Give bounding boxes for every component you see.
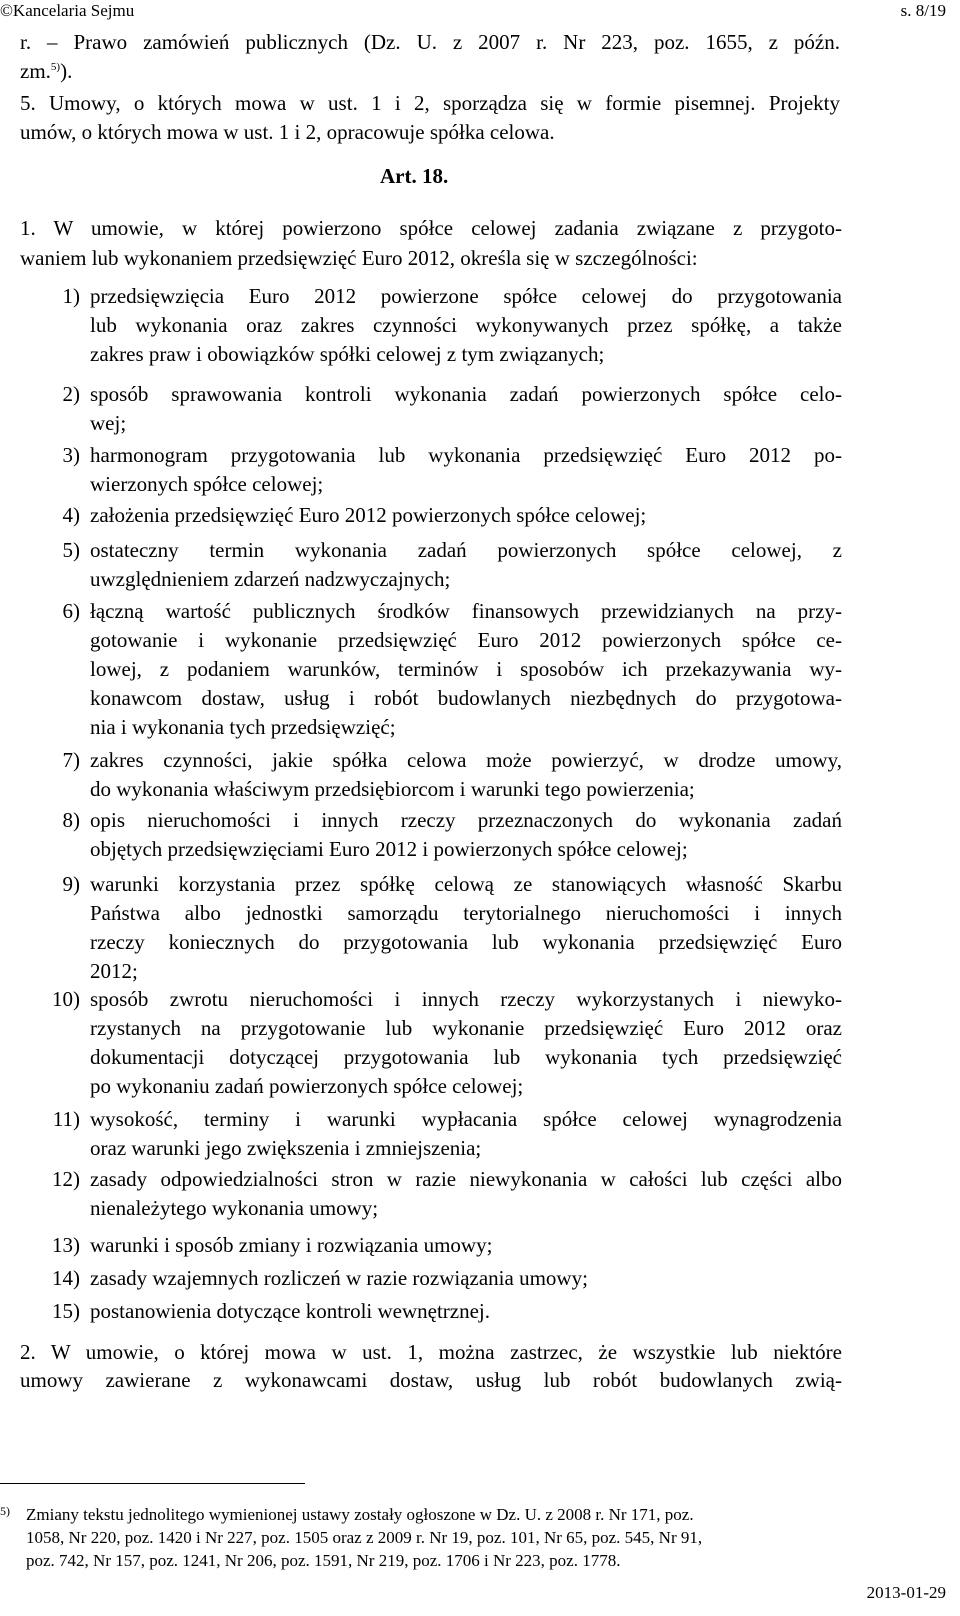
list-item-line: sposób zwrotu nieruchomości i innych rzeczy wykorzystanych i niewyko- — [90, 987, 842, 1011]
list-item-line: nienależytego wykonania umowy; — [90, 1196, 379, 1220]
intro-line-2 — [20, 57, 72, 86]
paragraph-2-line-2: umowy zawierane z wykonawcami dostaw, usług lub robót budowlanych zwią- — [20, 1368, 842, 1392]
paragraph-2-line-1: 2. W umowie, o której mowa w ust. 1, można zastrzec, że wszystkie lub niektóre — [20, 1340, 842, 1364]
list-item-number: 6) — [62, 599, 80, 623]
footnote-line-1: Zmiany tekstu jednolitego wymienionej ustawy zostały ogłoszone w Dz. U. z 2008 r. Nr 171, poz. — [26, 1505, 694, 1524]
list-item-number: 5) — [62, 538, 80, 562]
item5-line-2: umów, o których mowa w ust. 1 i 2, opracowuje spółka celowa. — [20, 120, 555, 144]
list-item-line: konawcom dostaw, usług i robót budowlanych niezbędnych do przygotowa- — [90, 686, 842, 710]
list-item-line: wysokość, terminy i warunki wypłacania spółce celowej wynagrodzenia — [90, 1107, 842, 1131]
list-item-number: 8) — [62, 808, 80, 832]
document-date: 2013-01-29 — [866, 1583, 946, 1602]
list-item-line: 2012; — [90, 959, 138, 983]
list-item-number: 3) — [62, 443, 80, 467]
list-item-line: po wykonaniu zadań powierzonych spółce celowej; — [90, 1074, 524, 1098]
list-item-number: 4) — [62, 503, 80, 527]
list-item-line: założenia przedsięwzięć Euro 2012 powierzonych spółce celowej; — [90, 503, 647, 527]
list-item-number: 1) — [62, 284, 80, 308]
footnote-marker: 5) — [0, 1504, 10, 1518]
list-item-number: 11) — [52, 1107, 80, 1131]
intro-line-2-post: ). — [60, 59, 73, 83]
footnote-divider — [0, 1483, 305, 1484]
list-item-line: oraz warunki jego zwiększenia i zmniejszenia; — [90, 1136, 482, 1160]
list-item-number: 10) — [52, 987, 80, 1011]
list-item-line: harmonogram przygotowania lub wykonania przedsięwzięć Euro 2012 po- — [90, 443, 842, 467]
list-item-line: wierzonych spółce celowej; — [90, 472, 324, 496]
list-item-line: łączną wartość publicznych środków finansowych przewidzianych na przy- — [90, 599, 842, 623]
intro-line-2-pre: zm. — [20, 59, 51, 83]
list-item-line: opis nieruchomości i innych rzeczy przeznaczonych do wykonania zadań — [90, 808, 842, 832]
list-item-line: lowej, z podaniem warunków, terminów i sposobów ich przekazywania wy- — [90, 657, 842, 681]
list-item-line: zakres czynności, jakie spółka celowa może powierzyć, w drodze umowy, — [90, 748, 842, 772]
list-item-line: rzeczy koniecznych do przygotowania lub wykonania przedsięwzięć Euro — [90, 930, 842, 954]
list-item-line: objętych przedsięwzięciami Euro 2012 i powierzonych spółce celowej; — [90, 837, 688, 861]
list-item-number: 13) — [52, 1233, 80, 1257]
list-item-line: zakres praw i obowiązków spółki celowej z tym związanych; — [90, 342, 605, 366]
list-item-line: warunki korzystania przez spółkę celową ze stanowiących własność Skarbu — [90, 872, 842, 896]
list-item-line: gotowanie i wykonanie przedsięwzięć Euro 2012 powierzonych spółce ce- — [90, 628, 842, 652]
footnote-ref: 5) — [50, 61, 61, 73]
list-item-line: lub wykonania oraz zakres czynności wykonywanych przez spółkę, a także — [90, 313, 842, 337]
item5-line-1: 5. Umowy, o których mowa w ust. 1 i 2, sporządza się w formie pisemnej. Projekty — [20, 91, 840, 115]
list-item-number: 15) — [52, 1299, 80, 1323]
footnote-line-2: 1058, Nr 220, poz. 1420 i Nr 227, poz. 1505 oraz z 2009 r. Nr 19, poz. 101, Nr 65, poz. 545, Nr 91, — [26, 1528, 703, 1547]
list-item-line: Państwa albo jednostki samorządu terytorialnego nieruchomości i innych — [90, 901, 842, 925]
paragraph-1-line-2: waniem lub wykonaniem przedsięwzięć Euro 2012, określa się w szczególności: — [20, 246, 698, 270]
copyright-label: ©Kancelaria Sejmu — [0, 1, 135, 20]
list-item-number: 2) — [62, 382, 80, 406]
list-item-number: 7) — [62, 748, 80, 772]
list-item-line: do wykonania właściwym przedsiębiorcom i warunki tego powierzenia; — [90, 777, 695, 801]
list-item-line: sposób sprawowania kontroli wykonania zadań powierzonych spółce celo- — [90, 382, 842, 406]
list-item-line: przedsięwzięcia Euro 2012 powierzone spółce celowej do przygotowania — [90, 284, 842, 308]
footnote-line-3: poz. 742, Nr 157, poz. 1241, Nr 206, poz. 1591, Nr 219, poz. 1706 i Nr 223, poz. 1778. — [26, 1551, 621, 1570]
list-item-number: 12) — [52, 1167, 80, 1191]
list-item-line: wej; — [90, 411, 127, 435]
page-number: s. 8/19 — [900, 1, 946, 20]
intro-line-1: r. – Prawo zamówień publicznych (Dz. U. z 2007 r. Nr 223, poz. 1655, z późn. — [20, 30, 840, 54]
list-item-line: uwzględnieniem zdarzeń nadzwyczajnych; — [90, 567, 451, 591]
list-item-line: zasady odpowiedzialności stron w razie niewykonania w całości lub części albo — [90, 1167, 842, 1191]
paragraph-1-line-1: 1. W umowie, w której powierzono spółce celowej zadania związane z przygoto- — [20, 216, 842, 240]
list-item-line: dokumentacji dotyczącej przygotowania lub wykonania tych przedsięwzięć — [90, 1045, 842, 1069]
list-item-line: nia i wykonania tych przedsięwzięć; — [90, 715, 396, 739]
list-item-line: warunki i sposób zmiany i rozwiązania umowy; — [90, 1233, 493, 1257]
list-item-line: zasady wzajemnych rozliczeń w razie rozwiązania umowy; — [90, 1266, 588, 1290]
list-item-number: 14) — [52, 1266, 80, 1290]
list-item-line: rzystanych na przygotowanie lub wykonanie przedsięwzięć Euro 2012 oraz — [90, 1016, 842, 1040]
article-title: Art. 18. — [380, 164, 449, 188]
list-item-line: ostateczny termin wykonania zadań powierzonych spółce celowej, z — [90, 538, 842, 562]
list-item-line: postanowienia dotyczące kontroli wewnętrznej. — [90, 1299, 491, 1323]
list-item-number: 9) — [62, 872, 80, 896]
